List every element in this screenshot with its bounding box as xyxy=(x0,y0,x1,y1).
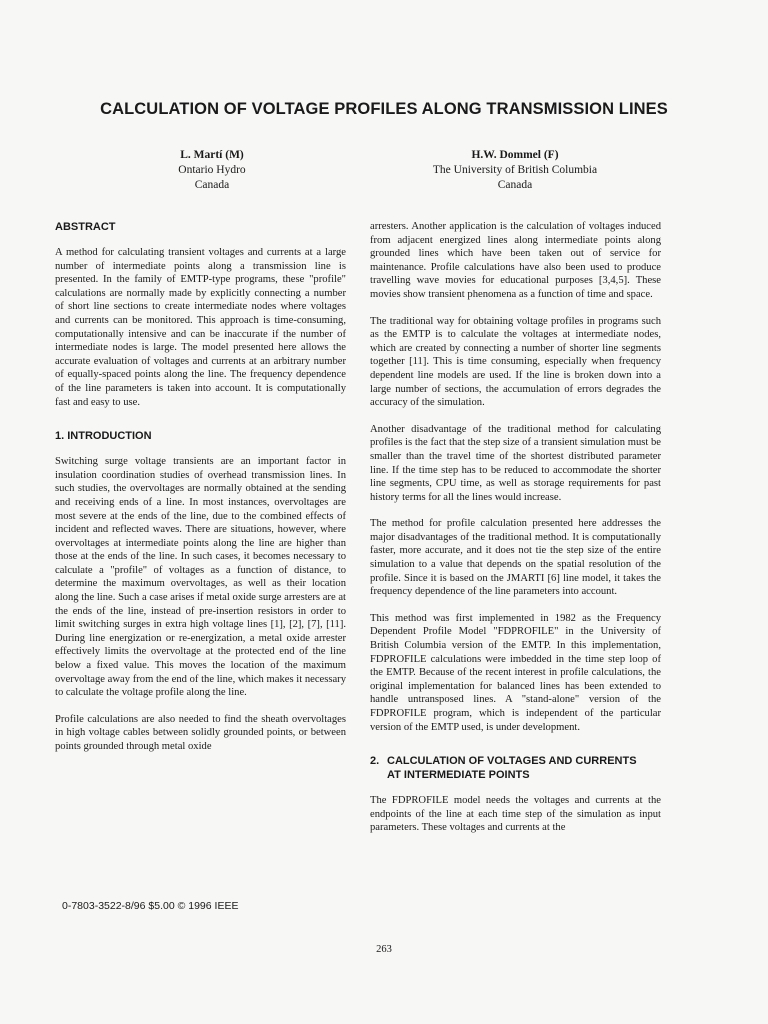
body-paragraph: Another disadvantage of the traditional method for calculating profiles is the fact that the step size of a transient simulation must be smaller than the travel time of the shortest distributed parameter line. If the time step has to be reduced to accommodate the shorter line segments, CPU time, as well as storage requirements for past history terms for all the lines would increase. xyxy=(370,423,661,503)
author-name: L. Martí (M) xyxy=(180,149,244,161)
left-column xyxy=(55,220,346,754)
copyright-notice: 0-7803-3522-8/96 $5.00 © 1996 IEEE xyxy=(62,900,239,912)
intro-paragraph-1: Switching surge voltage transients are an important factor in insulation coordination studies of overhead transmission lines. In such studies, the overvoltages are normally obtained at the sending and receiving ends of a line. In most instances, overvoltages are most severe at the ends of the line, due to the combined effects of incident and reflected waves. There are situations, however, where overvoltages at intermediate points along the line are higher than those at the ends of the line. In such cases, it becomes necessary to calculate a "profile" of voltages as a function of distance, to determine the maximum overvoltages, as well as their location along the line. Such a case arises if metal oxide surge arresters are at the ends of the line, instead of pre-insertion resistors in order to limit switching surges in extra high voltage lines [1], [2], [7], [11]. During line energization or re-energization, a metal oxide arrester effectively limits the overvoltage at the protected end of the line below a fixed value. This moves the location of the maximum overvoltage away from the end of the line, which makes it necessary to calculate the voltage profile along the line. xyxy=(55,456,346,699)
section-2-heading-line-2: AT INTERMEDIATE POINTS xyxy=(387,769,530,782)
section-number: 2. xyxy=(370,755,380,768)
author-name: H.W. Dommel (F) xyxy=(471,149,559,161)
section-1-heading: 1. INTRODUCTION xyxy=(55,430,152,443)
body-paragraph: arresters. Another application is the calculation of voltages induced from adjacent energized lines along intermediate points along grounded lines which have been taken out of service for maintenance. Profile calculations have also been used to produce travelling wave movies for educational purposes [3,4,5]. These movies show transient phenomena as a function of time and space. xyxy=(370,221,661,300)
abstract-text: A method for calculating transient voltages and currents at a large number of intermediate points along a transmission line is presented. In the family of EMTP-type programs, these "profile" calculations are normally made by explicitly connecting a number of short line sections to create intermediate nodes where voltages and currents can be monitored. This approach is time-consuming, computationally intensive and can be inaccurate if the number of intermediate nodes is large. The model presented here allows the accurate evaluation of voltages and currents at an arbitrary number of equally-spaced points along the line. The frequency dependence of the line parameters is taken into account. It is computationally fast and easy to use. xyxy=(55,247,346,408)
body-paragraph: This method was first implemented in 1982 as the Frequency Dependent Profile Model "FDPROFILE" in the University of British Columbia version of the EMTP. In this implementation, FDPROFILE calculations were imbedded in the time step loop of the EMTP. Because of the recent interest in profile calculations, the original implementation for balanced lines has been extended to handle untransposed lines. A "stand-alone" version of the FDPROFILE program, which is independent of the particular version of the EMTP used, is under development. xyxy=(370,612,661,733)
right-column xyxy=(370,220,661,835)
author-block-2 xyxy=(400,148,630,193)
author-affiliation: The University of British Columbia xyxy=(432,164,598,176)
section-2-heading-line-1: CALCULATION OF VOLTAGES AND CURRENTS xyxy=(387,755,637,768)
intro-paragraph-2: Profile calculations are also needed to find the sheath overvoltages in high voltage cables between solidly grounded points, or between points grounded through metal oxide xyxy=(55,713,346,752)
section-2-paragraph: The FDPROFILE model needs the voltages and currents at the endpoints of the line at each time step of the simulation as input parameters. These voltages and currents at the xyxy=(370,795,661,834)
author-country: Canada xyxy=(497,179,533,191)
abstract-heading: ABSTRACT xyxy=(55,221,116,233)
body-paragraph: The traditional way for obtaining voltage profiles in programs such as the EMTP is to calculate the voltages at intermediate nodes, which are created by connecting a number of shorter line segments together [11]. This is time consuming, especially when frequency dependent line models are used. If the line is broken down into a large number of sections, the accumulation of errors degrades the accuracy of the simulation. xyxy=(370,315,661,409)
author-country: Canada xyxy=(194,179,230,191)
page-number: 263 xyxy=(376,944,392,955)
section-2-heading xyxy=(370,754,661,782)
body-paragraph: The method for profile calculation presented here addresses the major disadvantages of the traditional method. It is computationally faster, more accurate, and it does not tie the step size of the entire simulation to a value that depends on the spatial resolution of the profile. Since it is based on the JMARTI [6] line model, it takes the frequency dependence of the line parameters into account. xyxy=(370,518,661,598)
paper-title: CALCULATION OF VOLTAGE PROFILES ALONG TRANSMISSION LINES xyxy=(100,100,668,118)
author-block-1 xyxy=(112,148,312,193)
author-affiliation: Ontario Hydro xyxy=(178,164,246,176)
